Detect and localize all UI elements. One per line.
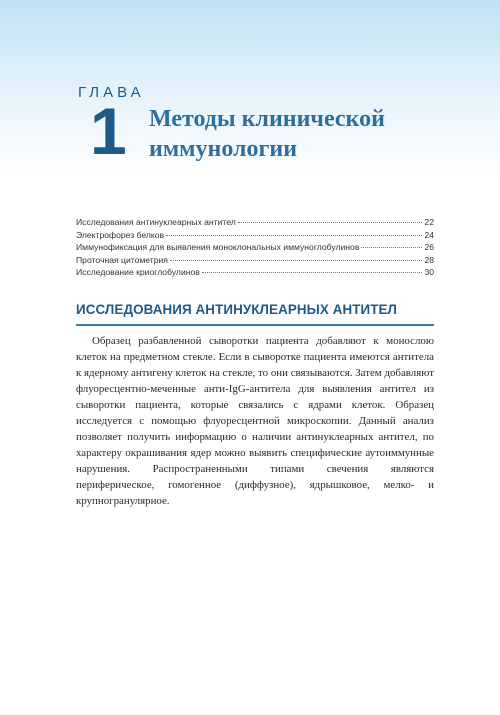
toc-entry[interactable] [76,217,434,230]
body-paragraph: Образец разбавленной сыворотки пациента добавляют к монослою клеток на предметном стекле. Если в сыворотке пациента имеются антитела к ядерному антигену клеток на стекле, то они связываются. Затем добавляют флуоресцентно-меченные анти-IgG-антитела для выявления антител из сыворотки пациента, которые связались с ядрами клеток. Образец исследуется с помощью флуоресцентной микроскопии. Данный анализ позволяет получить информацию о наличии антинуклеарных антител, по характеру окрашивания ядер можно выявить специфические аутоиммунные нарушения. Распространенными типами свечения являются периферическое, гомогенное (диффузное), ядрышковое, мелко- и крупногранулярное. [76,335,434,507]
toc-entry-page: 28 [424,254,434,265]
chapter-number: 1 [90,94,127,168]
toc-leader-dots [166,235,422,236]
toc-entry-title: Исследование криоглобулинов [76,267,200,277]
toc-entry-title: Проточная цитометрия [76,254,168,265]
toc-entry-title: Электрофорез белков [76,229,165,240]
toc-leader-dots [361,247,422,248]
chapter-label: ГЛАВА [78,84,145,101]
chapter-title: Методы клинической иммунологии [149,106,385,162]
toc-entry-title: Исследования антинуклеарных антител [76,217,236,227]
toc-leader-dots [202,272,423,273]
toc-entry-title: Иммунофиксация для выявления моноклональных иммуноглобулинов [76,242,360,252]
toc-entry[interactable] [76,242,434,255]
toc-leader-dots [170,260,423,261]
toc-entry-page: 24 [424,229,434,240]
section-divider [76,324,434,326]
toc-entry[interactable] [76,267,434,280]
toc-entry-page: 22 [424,217,434,227]
toc-leader-dots [238,222,423,223]
toc-entry[interactable] [76,230,434,243]
toc-entry-page: 30 [424,267,434,277]
section-heading: ИССЛЕДОВАНИЯ АНТИНУКЛЕАРНЫХ АНТИТЕЛ [76,302,398,317]
toc-entry-page: 26 [424,242,434,252]
table-of-contents [76,217,434,280]
toc-entry[interactable] [76,255,434,268]
